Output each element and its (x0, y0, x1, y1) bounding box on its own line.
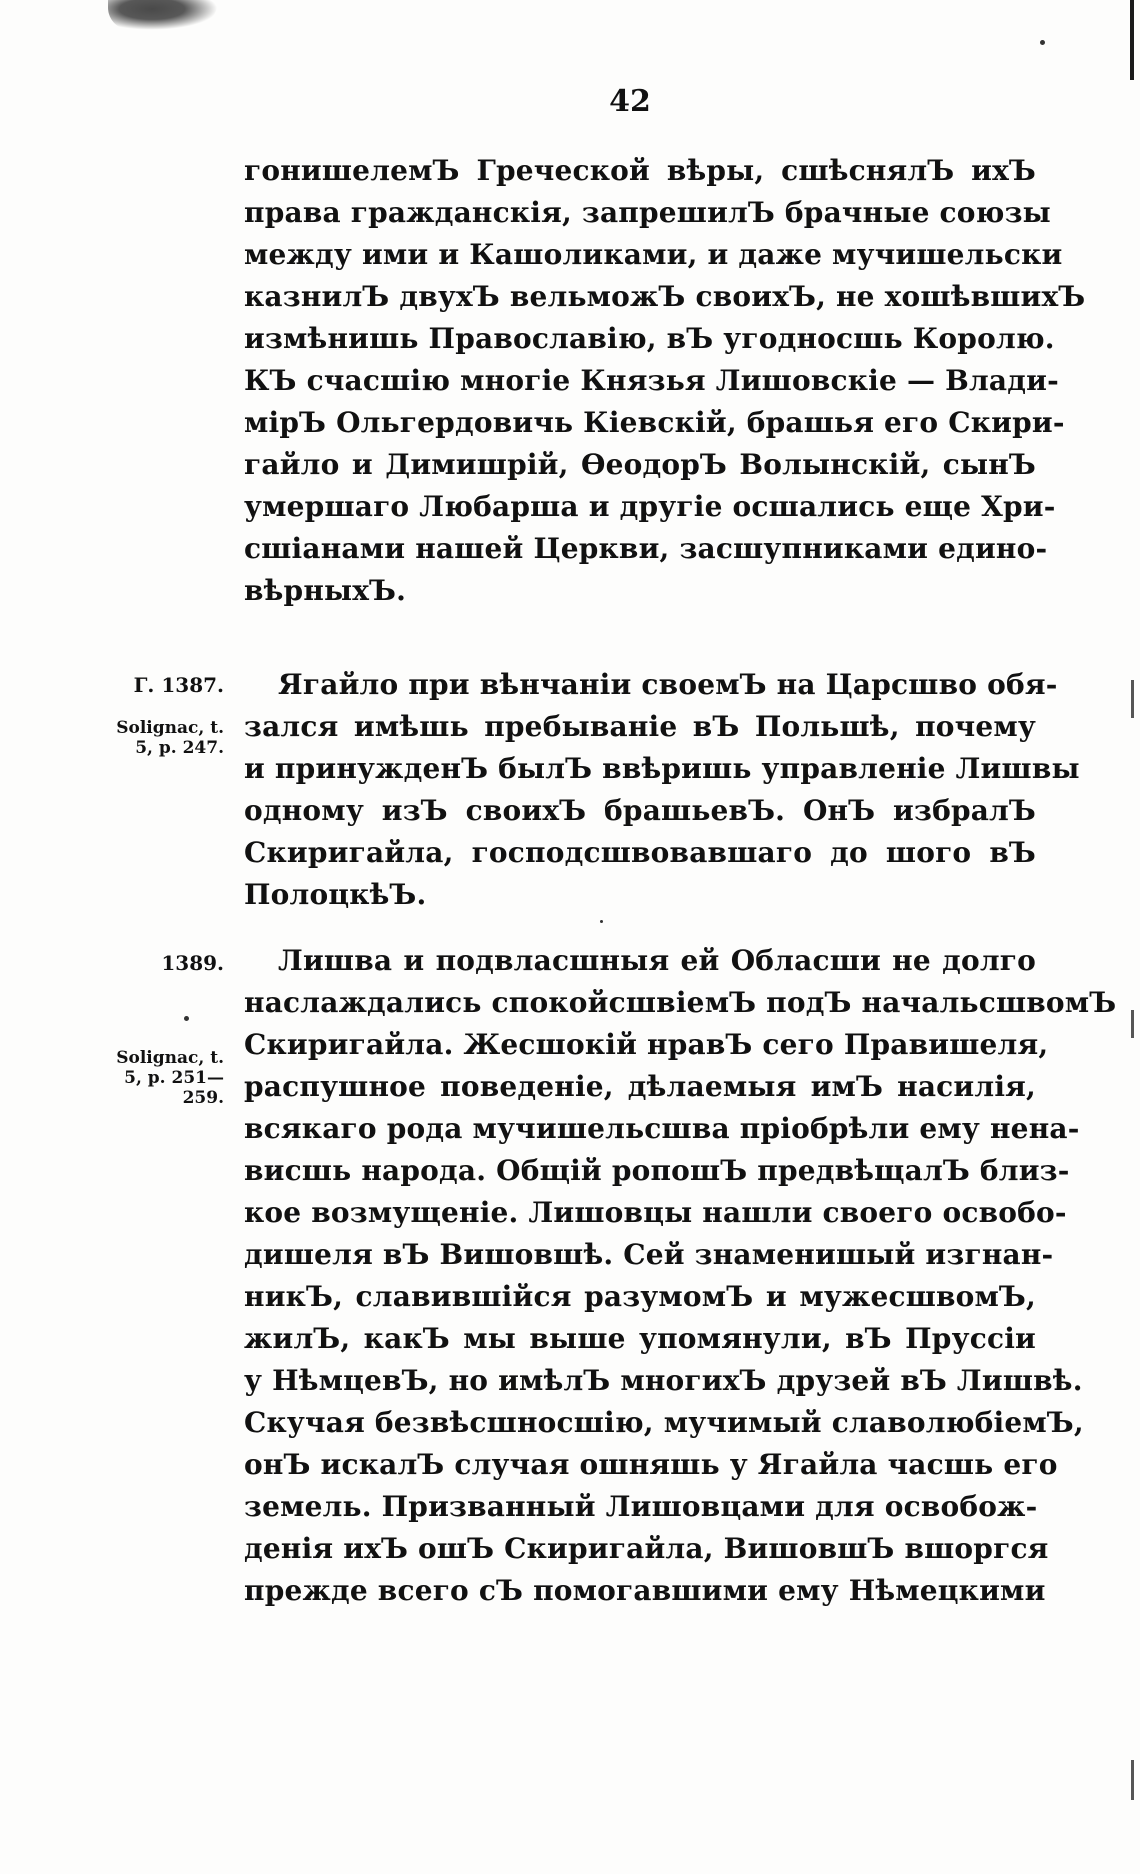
text-line: денія ихЪ ошЪ Скиригайла, ВишовшЪ вшоргся (244, 1532, 1049, 1565)
margin-note-line: 1389. (161, 951, 224, 975)
margin-note-year (84, 674, 224, 696)
margin-note-line: Solignac, t. (116, 718, 224, 738)
page-edge-mark (1131, 1010, 1134, 1038)
text-line: жилЪ, какЪ мы выше упомянули, вЪ Пруссіи (244, 1322, 1036, 1355)
print-speck (1040, 40, 1045, 45)
margin-note-line: 5, p. 251— (124, 1068, 224, 1088)
text-line: онЪ искалЪ случая ошняшь у Ягайла часшь его (244, 1448, 1058, 1481)
text-line: вѣрныхЪ. (244, 574, 407, 607)
page-edge-mark (1131, 680, 1134, 718)
margin-note-citation (84, 1048, 224, 1108)
text-line: права гражданскія, запрешилЪ брачные союзы (244, 196, 1051, 229)
text-line: у НѣмцевЪ, но имѣлЪ многихЪ друзей вЪ Лишвѣ. (244, 1364, 1083, 1397)
text-line: сшіанами нашей Церкви, засшупниками едино- (244, 532, 1048, 565)
text-line: между ими и Кашоликами, и даже мучишельски (244, 238, 1063, 271)
text-line: Скиригайла, господсшвовавшаго до шого вЪ (244, 836, 1036, 869)
text-line: распушное поведеніе, дѣлаемыя имЪ насилія, (244, 1070, 1036, 1103)
text-line: зался имѣшь пребываніе вЪ Польшѣ, почему (244, 710, 1036, 743)
text-line: КЪ счасшію многіе Князья Лишовскіе — Влади- (244, 364, 1059, 397)
margin-note-line: Solignac, t. (116, 1048, 224, 1068)
text-line: умершаго Любарша и другіе осшались еще Хри- (244, 490, 1056, 523)
ink-smudge-decoration (108, 0, 218, 30)
page-number: 42 (609, 84, 651, 119)
text-line: гайло и Димишрій, ѲеодорЪ Волынскій, сынЪ (244, 448, 1036, 481)
margin-note-line: 5, p. 247. (135, 738, 224, 758)
print-speck (600, 920, 603, 923)
text-line: земель. Призванный Лишовцами для освобож- (244, 1490, 1038, 1523)
text-line: никЪ, славившійся разумомЪ и мужесшвомЪ, (244, 1280, 1036, 1313)
text-line: кое возмущеніе. Лишовцы нашли своего освобо- (244, 1196, 1067, 1229)
text-line: Лишва и подвласшныя ей Обласши не долго (278, 944, 1036, 977)
text-line: мірЪ Ольгердовичь Кіевскій, брашья его Скири- (244, 406, 1065, 439)
text-line: гонишелемЪ Греческой вѣры, сшѣснялЪ ихЪ (244, 154, 1036, 187)
paragraph-2 (244, 664, 1080, 916)
text-line: ПолоцкѣЪ. (244, 878, 427, 911)
text-line: Ягайло при вѣнчаніи своемЪ на Царсшво обя- (278, 668, 1058, 701)
margin-note-line: Г. 1387. (133, 673, 224, 697)
text-line: прежде всего сЪ помогавшими ему Нѣмецкими (244, 1574, 1046, 1607)
paragraph-3 (244, 940, 1117, 1612)
text-line: и принужденЪ былЪ ввѣришь управленіе Лишвы (244, 752, 1080, 785)
paragraph-1 (244, 150, 1086, 612)
text-line: Скиригайла. Жесшокій нравЪ сего Правишеля, (244, 1028, 1049, 1061)
page-edge-mark (1130, 0, 1134, 80)
text-line: Скучая безвѣсшносшію, мучимый славолюбіемЪ, (244, 1406, 1084, 1439)
text-line: дишеля вЪ Вишовшѣ. Сей знаменишый изгнан- (244, 1238, 1054, 1271)
print-speck (184, 1016, 189, 1021)
text-line: висшь народа. Общій ропошЪ предвѣщалЪ близ- (244, 1154, 1070, 1187)
margin-note-year (84, 952, 224, 974)
page-edge-mark (1131, 1760, 1134, 1800)
text-line: одному изЪ своихЪ брашьевЪ. ОнЪ избралЪ (244, 794, 1036, 827)
text-line: казнилЪ двухЪ вельможЪ своихЪ, не хошѣвшихЪ (244, 280, 1086, 313)
margin-note-citation (84, 718, 224, 758)
text-line: измѣнишь Православію, вЪ угодносшь Королю. (244, 322, 1055, 355)
text-line: наслаждались спокойсшвіемЪ подЪ начальсшвомЪ (244, 986, 1117, 1019)
margin-note-line: 259. (182, 1088, 224, 1108)
text-line: всякаго рода мучишельсшва пріобрѣли ему нена- (244, 1112, 1080, 1145)
